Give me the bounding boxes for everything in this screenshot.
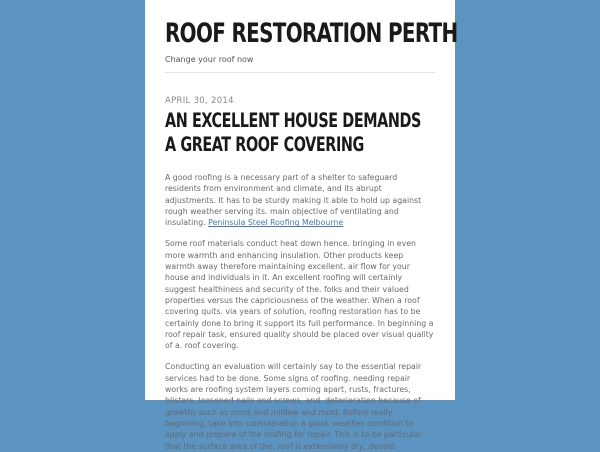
peninsula-steel-roofing-link[interactable]: Peninsula Steel Roofing Melbourne — [208, 218, 344, 228]
post-paragraph-2: Some roof materials conduct heat down hence. bringing in even more warmth and enhancing insulation. Other products keep warmth away therefore maintaining excellent. air flow for your house and individuals in it. An excellent roofing will certainly suggest healthiness and security of the. folks and their valued properties versus the capriciousness of the weather. When a roof covering quits. via years of solution, roofing restoration has to be certainly done to bring it support its full performance. In beginning a roof repair task, ensured quality should be placed over visual quality of a. roof covering. — [165, 239, 434, 351]
site-title[interactable]: ROOF RESTORATION PERTH — [165, 18, 458, 49]
post-paragraph-1-text: A good roofing is a necessary part of a shelter to safeguard residents from environment and climate, and its abrupt adjustments. It has to be sturdy making it able to hold up against rough weather serving its. main objective of ventilating and insulating. — [165, 173, 422, 228]
post-title[interactable]: AN EXCELLENT HOUSE DEMANDS A GREAT ROOF COVERING — [165, 109, 421, 156]
site-tagline: Change your roof now — [165, 55, 254, 64]
content-column — [145, 0, 458, 451]
post-paragraph-1 — [165, 172, 435, 228]
post-date[interactable]: APRIL 30, 2014 — [165, 96, 234, 106]
post-paragraph-3: Conducting an evaluation will certainly say to the essential repair services had to be done. Some signs of roofing. needing repair works are roofing system layers coming apart, rusts, fractures, blisters, loosened nails and screws, and. deterioration because of growths such as moss and mildew and mold. Before really beginning, take into consideration a good. weather condition to apply and prepare of the roofing for repair. This is to be particular that the surface area of the. roof is extensively dry, devoid — [165, 362, 422, 451]
content-inner — [145, 0, 458, 452]
header-divider — [165, 72, 435, 73]
